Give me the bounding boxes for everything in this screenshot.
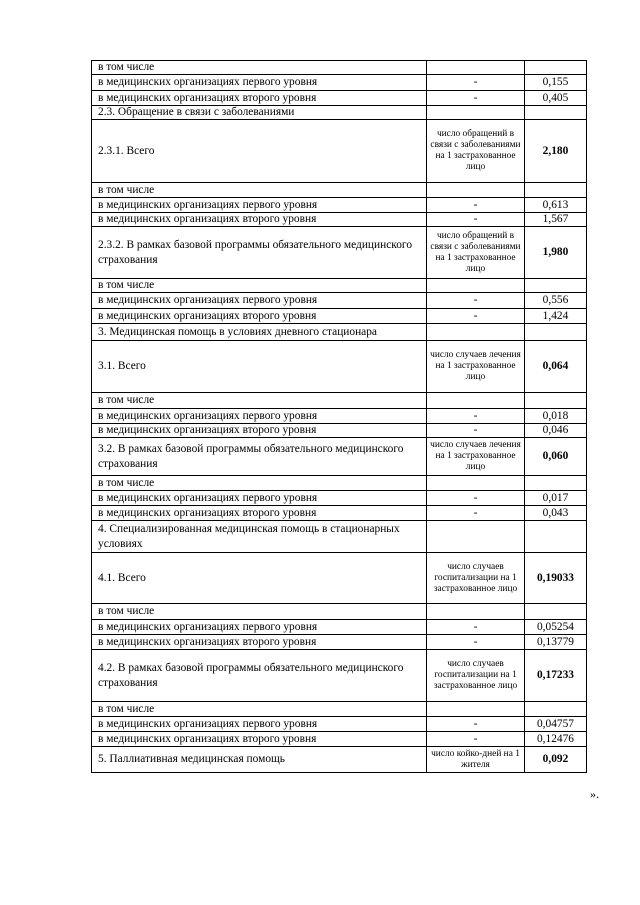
row-description: в медицинских организациях второго уровня bbox=[92, 424, 427, 438]
table-row bbox=[92, 409, 587, 424]
table-row bbox=[92, 279, 587, 293]
row-description: 2.3. Обращение в связи с заболеваниями bbox=[92, 106, 427, 120]
row-unit: - bbox=[427, 91, 525, 106]
row-unit: - bbox=[427, 409, 525, 424]
row-unit bbox=[427, 61, 525, 75]
table-row bbox=[92, 309, 587, 324]
row-unit: - bbox=[427, 293, 525, 309]
row-description: 3.2. В рамках базовой программы обязательного медицинского страхования bbox=[92, 438, 427, 476]
row-description: в медицинских организациях первого уровня bbox=[92, 491, 427, 506]
row-description: 4.2. В рамках базовой программы обязательного медицинского страхования bbox=[92, 650, 427, 702]
table-row bbox=[92, 521, 587, 553]
table-row bbox=[92, 491, 587, 506]
row-description: в медицинских организациях второго уровня bbox=[92, 309, 427, 324]
row-value: 0,556 bbox=[525, 293, 587, 309]
row-unit: - bbox=[427, 424, 525, 438]
table-row bbox=[92, 732, 587, 747]
row-value: 0,018 bbox=[525, 409, 587, 424]
row-unit bbox=[427, 476, 525, 491]
row-value: 0,060 bbox=[525, 438, 587, 476]
row-unit: - bbox=[427, 213, 525, 227]
row-unit: - bbox=[427, 506, 525, 521]
table-row bbox=[92, 120, 587, 183]
row-value: 1,567 bbox=[525, 213, 587, 227]
row-unit: - bbox=[427, 620, 525, 635]
row-description: в том числе bbox=[92, 476, 427, 491]
row-value bbox=[525, 61, 587, 75]
row-description: в медицинских организациях первого уровня bbox=[92, 620, 427, 635]
table-row bbox=[92, 702, 587, 717]
row-description: 5. Паллиативная медицинская помощь bbox=[92, 747, 427, 773]
row-description: в том числе bbox=[92, 279, 427, 293]
row-value bbox=[525, 183, 587, 198]
row-description: в медицинских организациях первого уровня bbox=[92, 409, 427, 424]
row-unit: число случаев госпитализации на 1 застрахованное лицо bbox=[427, 553, 525, 604]
row-unit: - bbox=[427, 635, 525, 650]
row-unit: - bbox=[427, 491, 525, 506]
row-description: в медицинских организациях первого уровня bbox=[92, 717, 427, 732]
table-row bbox=[92, 61, 587, 75]
row-unit: - bbox=[427, 309, 525, 324]
row-value: 1,980 bbox=[525, 227, 587, 279]
row-unit bbox=[427, 106, 525, 120]
row-description: 3. Медицинская помощь в условиях дневного стационара bbox=[92, 324, 427, 341]
row-description: в том числе bbox=[92, 393, 427, 409]
row-value: 2,180 bbox=[525, 120, 587, 183]
table-row bbox=[92, 717, 587, 732]
table-row bbox=[92, 227, 587, 279]
row-unit bbox=[427, 521, 525, 553]
closing-quote: ». bbox=[590, 787, 599, 801]
table-row bbox=[92, 506, 587, 521]
row-value: 0,046 bbox=[525, 424, 587, 438]
row-value: 0,19033 bbox=[525, 553, 587, 604]
row-unit: - bbox=[427, 717, 525, 732]
row-value: 0,13779 bbox=[525, 635, 587, 650]
row-description: в том числе bbox=[92, 183, 427, 198]
row-value: 0,405 bbox=[525, 91, 587, 106]
row-description: в медицинских организациях первого уровня bbox=[92, 198, 427, 213]
row-value bbox=[525, 279, 587, 293]
row-description: 4. Специализированная медицинская помощь в стационарных условиях bbox=[92, 521, 427, 553]
table-row bbox=[92, 91, 587, 106]
row-unit: число обращений в связи с заболеваниями на 1 застрахованное лицо bbox=[427, 227, 525, 279]
indicators-table bbox=[91, 60, 587, 773]
row-value: 0,043 bbox=[525, 506, 587, 521]
row-description: 3.1. Всего bbox=[92, 341, 427, 393]
table-body bbox=[92, 61, 587, 773]
row-description: 2.3.2. В рамках базовой программы обязательного медицинского страхования bbox=[92, 227, 427, 279]
table-row bbox=[92, 620, 587, 635]
row-description: в медицинских организациях второго уровня bbox=[92, 635, 427, 650]
table-row bbox=[92, 650, 587, 702]
row-unit: число койко-дней на 1 жителя bbox=[427, 747, 525, 773]
table-row bbox=[92, 424, 587, 438]
row-unit bbox=[427, 393, 525, 409]
row-value: 0,064 bbox=[525, 341, 587, 393]
table-row bbox=[92, 183, 587, 198]
table-row bbox=[92, 341, 587, 393]
table-row bbox=[92, 324, 587, 341]
table-row bbox=[92, 293, 587, 309]
row-value: 0,092 bbox=[525, 747, 587, 773]
row-unit: число случаев госпитализации на 1 застрахованное лицо bbox=[427, 650, 525, 702]
row-value: 0,04757 bbox=[525, 717, 587, 732]
table-row bbox=[92, 476, 587, 491]
row-unit: число случаев лечения на 1 застрахованное лицо bbox=[427, 438, 525, 476]
table-row bbox=[92, 438, 587, 476]
table-row bbox=[92, 635, 587, 650]
row-value bbox=[525, 521, 587, 553]
row-value bbox=[525, 476, 587, 491]
row-unit: - bbox=[427, 732, 525, 747]
row-description: в медицинских организациях первого уровня bbox=[92, 75, 427, 91]
row-value bbox=[525, 106, 587, 120]
row-description: в том числе bbox=[92, 61, 427, 75]
row-value: 1,424 bbox=[525, 309, 587, 324]
table-row bbox=[92, 75, 587, 91]
row-description: в том числе bbox=[92, 702, 427, 717]
row-value: 0,12476 bbox=[525, 732, 587, 747]
row-unit bbox=[427, 604, 525, 620]
row-description: в медицинских организациях второго уровня bbox=[92, 213, 427, 227]
table-row bbox=[92, 213, 587, 227]
row-description: 2.3.1. Всего bbox=[92, 120, 427, 183]
table-row bbox=[92, 553, 587, 604]
row-description: 4.1. Всего bbox=[92, 553, 427, 604]
row-description: в медицинских организациях второго уровня bbox=[92, 91, 427, 106]
row-unit: - bbox=[427, 198, 525, 213]
row-unit: число обращений в связи с заболеваниями на 1 застрахованное лицо bbox=[427, 120, 525, 183]
row-value: 0,613 bbox=[525, 198, 587, 213]
row-value: 0,155 bbox=[525, 75, 587, 91]
row-unit bbox=[427, 324, 525, 341]
row-unit bbox=[427, 702, 525, 717]
row-unit: - bbox=[427, 75, 525, 91]
row-value: 0,17233 bbox=[525, 650, 587, 702]
row-value bbox=[525, 702, 587, 717]
table-row bbox=[92, 747, 587, 773]
row-value: 0,017 bbox=[525, 491, 587, 506]
table-row bbox=[92, 198, 587, 213]
row-value bbox=[525, 393, 587, 409]
table-row bbox=[92, 393, 587, 409]
table-row bbox=[92, 604, 587, 620]
row-unit: число случаев лечения на 1 застрахованное лицо bbox=[427, 341, 525, 393]
row-description: в медицинских организациях второго уровня bbox=[92, 732, 427, 747]
row-unit bbox=[427, 183, 525, 198]
row-value bbox=[525, 324, 587, 341]
row-description: в том числе bbox=[92, 604, 427, 620]
row-value bbox=[525, 604, 587, 620]
row-description: в медицинских организациях второго уровня bbox=[92, 506, 427, 521]
table-row bbox=[92, 106, 587, 120]
row-value: 0,05254 bbox=[525, 620, 587, 635]
row-unit bbox=[427, 279, 525, 293]
row-description: в медицинских организациях первого уровня bbox=[92, 293, 427, 309]
